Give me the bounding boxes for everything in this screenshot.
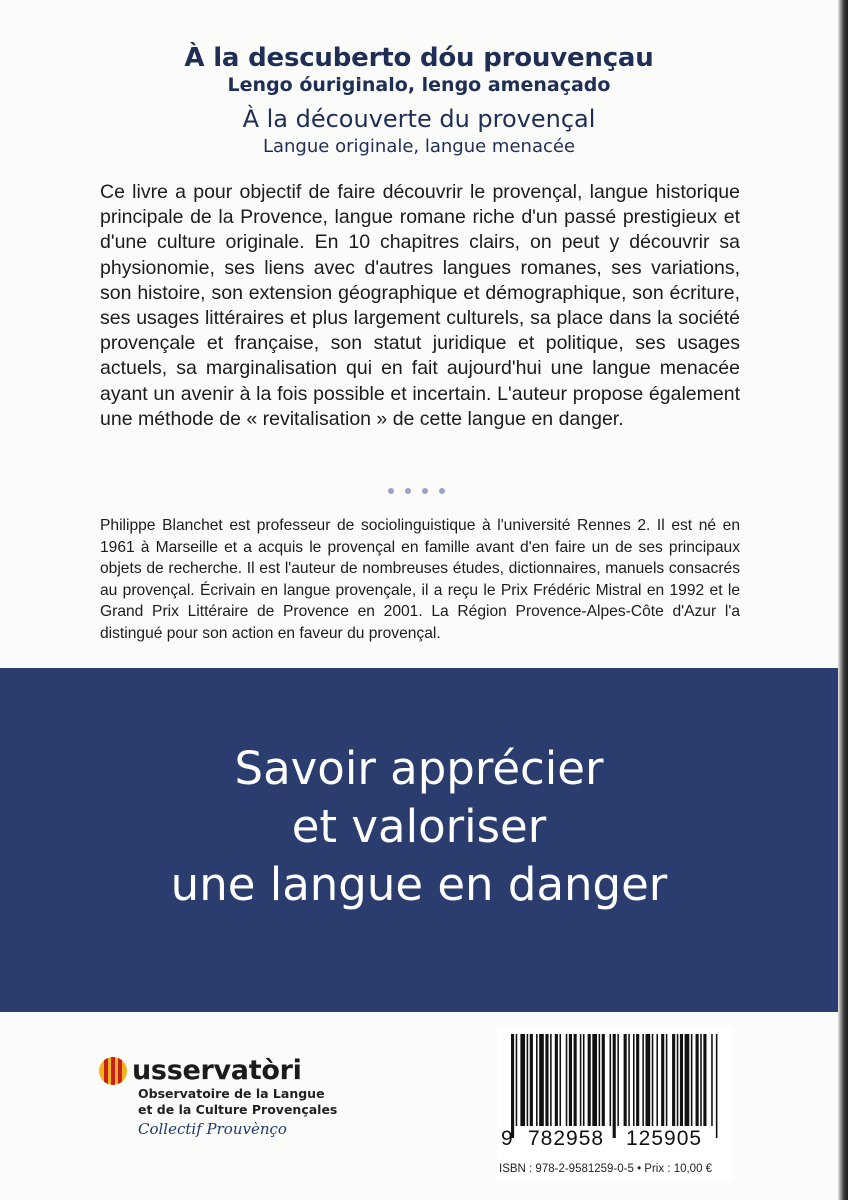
barcode-bar (583, 1034, 585, 1126)
book-description: Ce livre a pour objectif de faire découvrir le provençal, langue historique principale de la Provence, langue romane riche d'un passé prestigieux et d'une culture originale. En 10 chapitres clairs, on peut y découvrir sa physionomie, ses liens avec d'autres langues romanes, ses variations, son histoire, son extension géographique et démographique, son écriture, ses usages littéraires et plus largement culturels, sa place dans la société provençale et française, son statut juridique et politique, ses usages actuels, sa marginalisation qui en fait aujourd'hui une langue menacée ayant un avenir à la fois possible et incertain. L'auteur propose également une méthode de « revitalisation » de cette langue en danger. (100, 181, 740, 430)
divider-dot (422, 488, 428, 494)
barcode-bar (610, 1034, 612, 1126)
barcode-bar (569, 1034, 572, 1126)
author-bio: Philippe Blanchet est professeur de sociolinguistique à l'université Rennes 2. Il est né en 1961 à Marseille et a acquis le provençal en famille avant d'en faire un de ses principaux objets de recherche. Il est l'auteur de nombreuses études, dictionnaires, manuels consacrés au provençal. Écrivain en langue provençale, il a reçu le Prix Frédéric Mistral en 1992 et le Grand Prix Littéraire de Provence en 2001. La Région Provence-Alpes-Côte d'Azur l'a distingué pour son action en faveur du provençal. (100, 517, 740, 642)
divider-dot (439, 488, 445, 494)
barcode-bar (628, 1034, 630, 1126)
slogan-band (0, 668, 838, 1012)
slogan (0, 740, 838, 914)
barcode-bar (602, 1034, 605, 1126)
publisher-collective: Collectif Prouvènço (138, 1120, 287, 1138)
slogan-line-2: et valoriser (291, 800, 547, 853)
barcode-bar (545, 1034, 548, 1126)
barcode-first-digit: 9 (501, 1127, 513, 1150)
barcode-bar (566, 1034, 568, 1126)
french-title: À la découverte du provençal (242, 105, 596, 133)
barcode-right-digits: 125905 (626, 1127, 703, 1150)
barcode-bar (672, 1034, 675, 1126)
barcode-bar (696, 1034, 699, 1126)
barcode-bar (685, 1034, 690, 1126)
barcode-bar (536, 1034, 538, 1126)
barcode-bar (677, 1034, 679, 1126)
barcode-bar (636, 1034, 639, 1126)
barcode-bar (574, 1034, 577, 1126)
barcode-bar (700, 1034, 702, 1126)
barcode-bar (511, 1034, 514, 1138)
barcode-bar (580, 1034, 582, 1126)
barcode-bar (691, 1034, 693, 1126)
french-subtitle: Langue originale, langue menacée (262, 136, 576, 157)
barcode-bar (527, 1034, 529, 1126)
barcode-bar (642, 1034, 644, 1126)
barcode-bar (555, 1034, 558, 1126)
barcode-bar (716, 1034, 718, 1138)
barcode-bar (666, 1034, 668, 1126)
barcode-bar (516, 1034, 518, 1126)
title-block (0, 42, 838, 158)
barcode-bar (613, 1034, 616, 1138)
publisher-subtitle-2: et de la Culture Provençales (138, 1102, 338, 1117)
slogan-line-3: une langue en danger (170, 858, 668, 911)
barcode-bar (520, 1034, 525, 1126)
barcode-bar (550, 1034, 552, 1126)
barcode-box (497, 1028, 733, 1180)
barcode-bar (588, 1034, 591, 1126)
divider-dot (405, 488, 411, 494)
barcode-bar (530, 1034, 533, 1126)
publisher-subtitle-1: Observatoire de la Langue (138, 1086, 325, 1101)
isbn-price: ISBN : 978-2-9581259-0-5 • Prix : 10,00 € (499, 1163, 713, 1175)
book-edge-shadow (838, 0, 848, 1200)
publisher-logo (98, 1055, 398, 1138)
divider-dot (388, 488, 394, 494)
barcode-bar (624, 1034, 627, 1126)
slogan-line-1: Savoir apprécier (234, 742, 604, 795)
occitan-title: À la descuberto dóu prouvençau (184, 43, 654, 73)
barcode-bar (680, 1034, 683, 1126)
barcode-bar (539, 1034, 544, 1126)
barcode-left-digits: 782958 (528, 1127, 605, 1150)
section-divider-dots (388, 488, 468, 494)
barcode-bar (652, 1034, 654, 1126)
provencal-flag-icon (98, 1056, 128, 1086)
barcode-bar (646, 1034, 651, 1126)
occitan-subtitle: Lengo óuriginalo, lengo amenaçado (227, 74, 611, 96)
barcode-bar (592, 1034, 597, 1126)
barcode-bar (617, 1034, 619, 1126)
barcode-bars (511, 1034, 721, 1138)
barcode-bar (599, 1034, 601, 1126)
barcode-bar (661, 1034, 664, 1126)
barcode-bar (633, 1034, 635, 1126)
barcode-bar (656, 1034, 658, 1126)
publisher-name: usservatòri (132, 1055, 302, 1086)
barcode-bar (711, 1034, 713, 1126)
barcode-bar (559, 1034, 561, 1126)
barcode-bar (703, 1034, 706, 1126)
barcode-digits (497, 1127, 733, 1153)
